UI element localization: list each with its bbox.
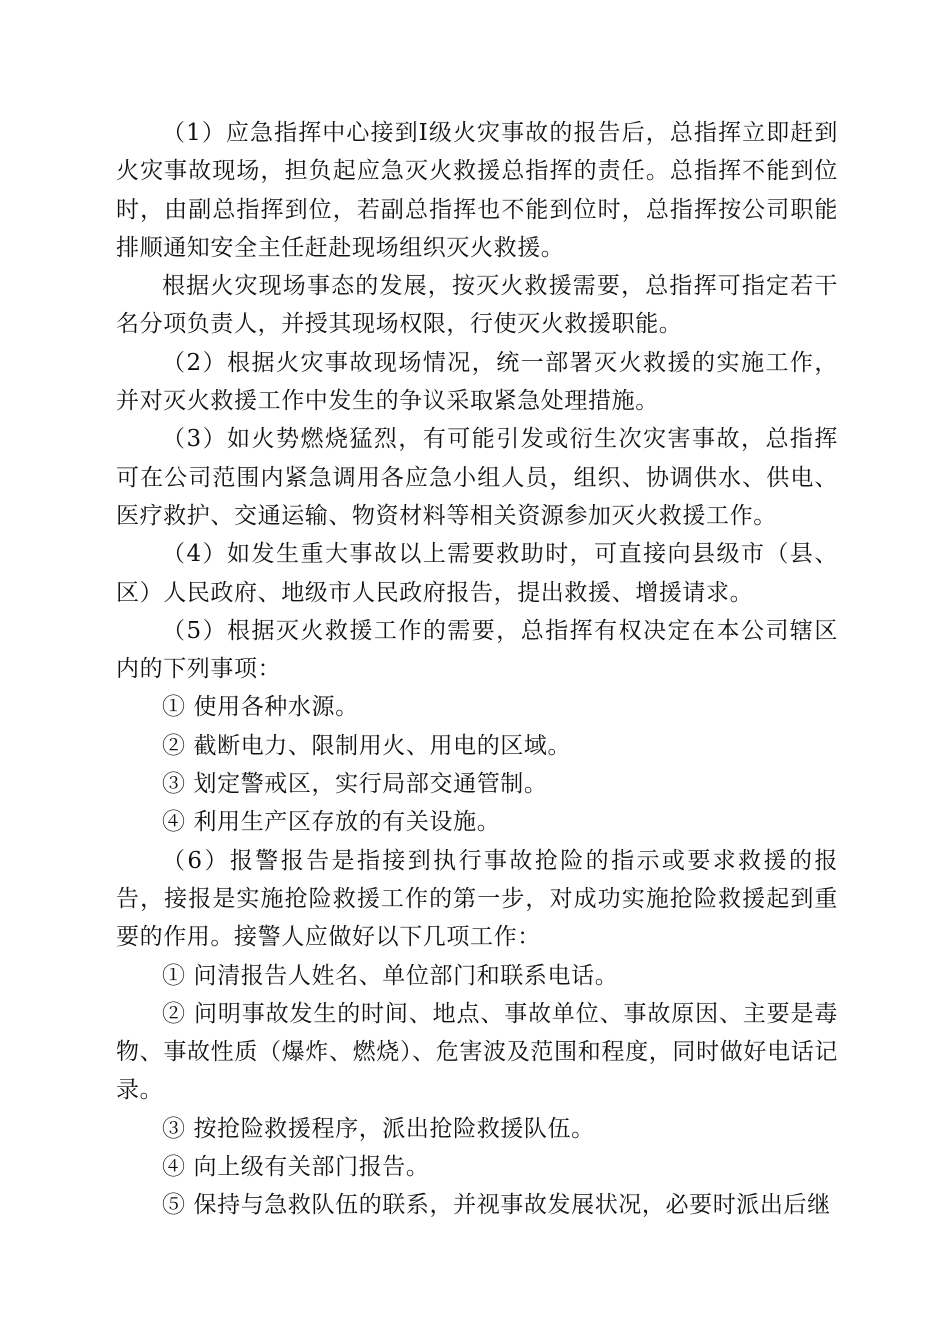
- paragraph-7: （6）报警报告是指接到执行事故抢险的指示或要求救援的报告，接报是实施抢险救援工作的第一步，对成功实施抢险救援起到重要的作用。接警人应做好以下几项工作：: [116, 847, 838, 951]
- list-item-8: ⑤ 保持与急救队伍的联系，并视事故发展状况，必要时派出后继: [162, 1192, 831, 1219]
- paragraph-5: （4）如发生重大事故以上需要救助时，可直接向县级市（县、区）人民政府、地级市人民政府报告，提出救援、增援请求。: [116, 541, 838, 606]
- paragraph-1: （1）应急指挥中心接到Ⅰ级火灾事故的报告后，总指挥立即赶到火灾事故现场，担负起应急灭火救援总指挥的责任。总指挥不能到位时，由副总指挥到位，若副总指挥也不能到位时，总指挥按公司职能排顺通知安全主任赶赴现场组织灭火救援。: [116, 120, 838, 261]
- list-item-5: ① 问清报告人姓名、单位部门和联系电话。: [162, 962, 619, 989]
- paragraph-8: ② 问明事故发生的时间、地点、事故单位、事故原因、主要是毒物、事故性质（爆炸、燃烧）、危害波及范围和程度，同时做好电话记录。: [116, 1000, 838, 1104]
- paragraph-3: （2）根据火灾事故现场情况，统一部署灭火救援的实施工作，并对灭火救援工作中发生的争议采取紧急处理措施。: [116, 349, 838, 415]
- list-item-2: ② 截断电力、限制用火、用电的区域。: [162, 732, 572, 759]
- document-body: [116, 114, 838, 1225]
- list-item-4: ④ 利用生产区存放的有关设施。: [162, 809, 501, 836]
- paragraph-4: （3）如火势燃烧猛烈，有可能引发或衍生次灾害事故，总指挥可在公司范围内紧急调用各应急小组人员，组织、协调供水、供电、医疗救护、交通运输、物资材料等相关资源参加灭火救援工作。: [116, 426, 838, 529]
- list-item-6: ③ 按抢险救援程序，派出抢险救援队伍。: [162, 1115, 595, 1142]
- paragraph-2: 根据火灾现场事态的发展，按灭火救援需要，总指挥可指定若干名分项负责人，并授其现场权限，行使灭火救援职能。: [116, 273, 838, 338]
- list-item-7: ④ 向上级有关部门报告。: [162, 1154, 430, 1181]
- list-item-1: ① 使用各种水源。: [162, 694, 359, 721]
- paragraph-6: （5）根据灭火救援工作的需要，总指挥有权决定在本公司辖区内的下列事项：: [116, 617, 838, 683]
- list-item-3: ③ 划定警戒区，实行局部交通管制。: [162, 771, 548, 798]
